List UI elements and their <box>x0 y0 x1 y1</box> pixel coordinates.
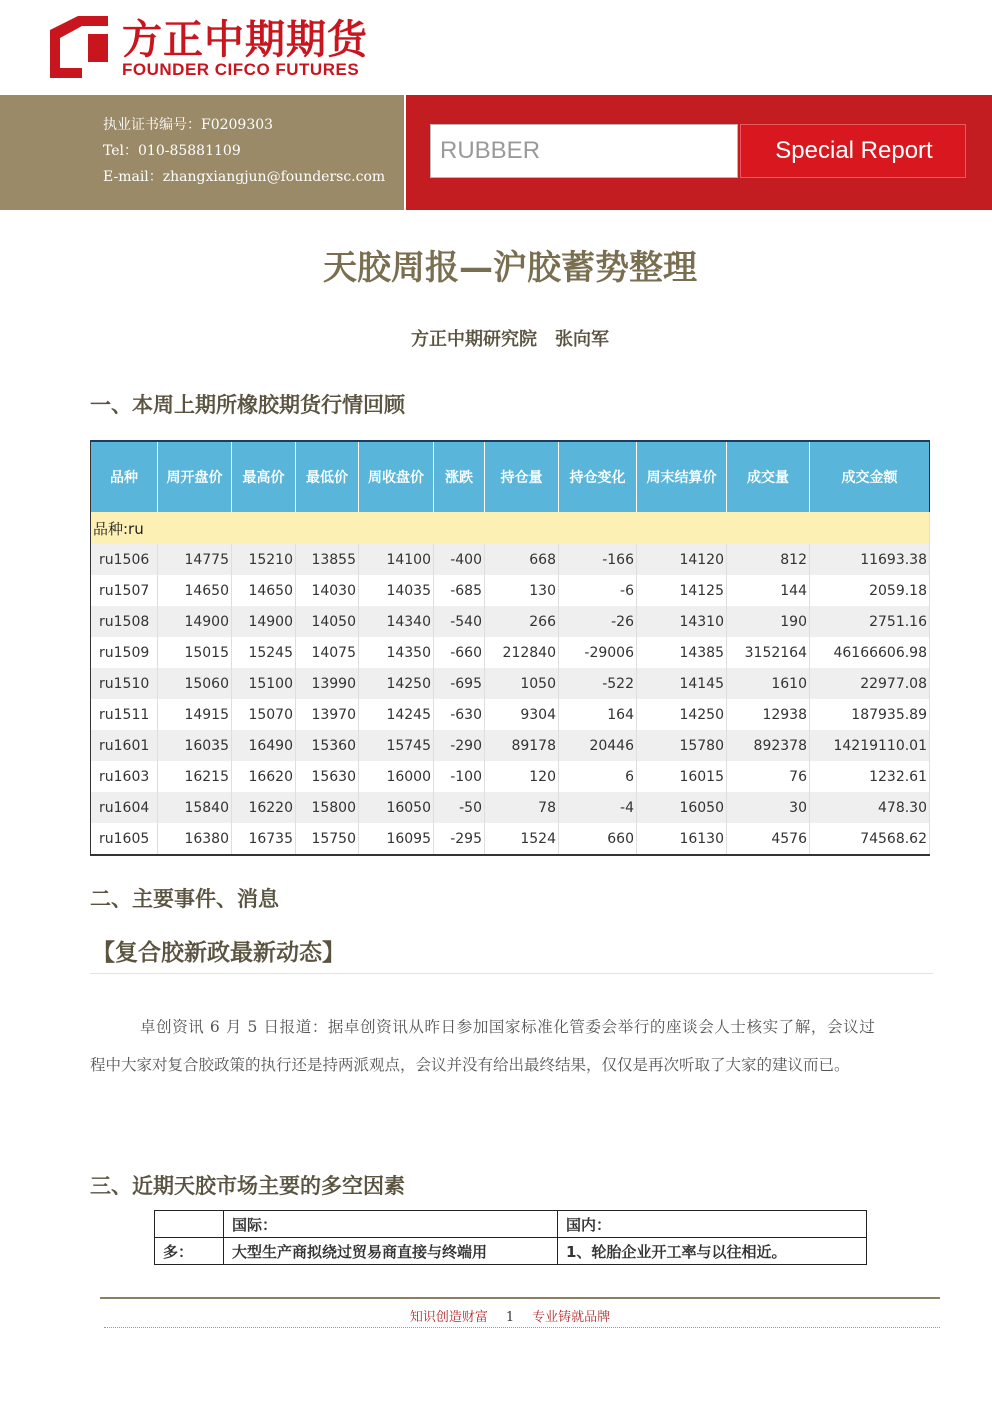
value-cell: 14650 <box>232 575 296 606</box>
value-cell: 6 <box>559 761 637 792</box>
value-cell: 892378 <box>727 730 810 761</box>
value-cell: 812 <box>727 544 810 575</box>
factors-cell: 多： <box>155 1238 224 1265</box>
value-cell: 15630 <box>296 761 359 792</box>
value-cell: 187935.89 <box>810 699 930 730</box>
value-cell: 46166606.98 <box>810 637 930 668</box>
value-cell: 16035 <box>158 730 232 761</box>
value-cell: 13970 <box>296 699 359 730</box>
table-row <box>91 792 930 823</box>
value-cell: -630 <box>434 699 485 730</box>
footer-slogan-left: 知识创造财富 <box>409 1310 488 1325</box>
factors-cell: 1、轮胎企业开工率与以往相近。 <box>558 1238 867 1265</box>
page-number: 1 <box>505 1310 515 1325</box>
footer-divider <box>100 1297 940 1299</box>
value-cell: 14775 <box>158 544 232 575</box>
value-cell: 212840 <box>485 637 559 668</box>
value-cell: 14250 <box>637 699 727 730</box>
group-row <box>91 512 930 544</box>
value-cell: 4576 <box>727 823 810 855</box>
value-cell: 16095 <box>359 823 434 855</box>
value-cell: 15070 <box>232 699 296 730</box>
value-cell: 1524 <box>485 823 559 855</box>
table-row <box>91 668 930 699</box>
value-cell: 16220 <box>232 792 296 823</box>
contract-cell: ru1507 <box>91 575 158 606</box>
value-cell: 14075 <box>296 637 359 668</box>
column-header: 涨跌 <box>434 441 485 512</box>
value-cell: -685 <box>434 575 485 606</box>
column-header: 成交金额 <box>810 441 930 512</box>
logo-name-en: FOUNDER CIFCO FUTURES <box>122 60 360 79</box>
value-cell: -522 <box>559 668 637 699</box>
contract-cell: ru1601 <box>91 730 158 761</box>
table-row <box>91 606 930 637</box>
value-cell: 16015 <box>637 761 727 792</box>
factors-cell: 国内： <box>558 1211 867 1238</box>
value-cell: 14125 <box>637 575 727 606</box>
value-cell: 16130 <box>637 823 727 855</box>
value-cell: 16050 <box>359 792 434 823</box>
logo-name-cn: 方正中期期货 <box>122 17 368 63</box>
value-cell: 89178 <box>485 730 559 761</box>
column-header: 最高价 <box>232 441 296 512</box>
footer-slogan-right: 专业铸就品牌 <box>532 1310 611 1325</box>
contact-panel <box>0 95 404 210</box>
value-cell: 14050 <box>296 606 359 637</box>
value-cell: 76 <box>727 761 810 792</box>
report-type-box <box>740 124 966 178</box>
value-cell: 15780 <box>637 730 727 761</box>
value-cell: -290 <box>434 730 485 761</box>
contract-cell: ru1510 <box>91 668 158 699</box>
value-cell: -29006 <box>559 637 637 668</box>
value-cell: 16380 <box>158 823 232 855</box>
contract-cell: ru1508 <box>91 606 158 637</box>
contract-cell: ru1506 <box>91 544 158 575</box>
value-cell: 14035 <box>359 575 434 606</box>
value-cell: -540 <box>434 606 485 637</box>
factors-table <box>154 1210 867 1265</box>
value-cell: 14250 <box>359 668 434 699</box>
contract-cell: ru1603 <box>91 761 158 792</box>
value-cell: 14245 <box>359 699 434 730</box>
table-row <box>91 730 930 761</box>
column-header: 持仓变化 <box>559 441 637 512</box>
column-header: 周末结算价 <box>637 441 727 512</box>
value-cell: 14900 <box>232 606 296 637</box>
contract-cell: ru1605 <box>91 823 158 855</box>
value-cell: 14915 <box>158 699 232 730</box>
value-cell: -26 <box>559 606 637 637</box>
value-cell: 30 <box>727 792 810 823</box>
report-banner <box>406 95 992 210</box>
value-cell: 13990 <box>296 668 359 699</box>
factors-header-row <box>155 1211 867 1238</box>
value-cell: 2751.16 <box>810 606 930 637</box>
value-cell: 15245 <box>232 637 296 668</box>
value-cell: 15800 <box>296 792 359 823</box>
contract-cell: ru1604 <box>91 792 158 823</box>
value-cell: 11693.38 <box>810 544 930 575</box>
value-cell: 120 <box>485 761 559 792</box>
value-cell: 130 <box>485 575 559 606</box>
document-author: 方正中期研究院 张向军 <box>411 329 609 350</box>
value-cell: -400 <box>434 544 485 575</box>
value-cell: 164 <box>559 699 637 730</box>
section-heading-1: 一、本周上期所橡胶期货行情回顾 <box>90 393 405 417</box>
report-type-label: Special Report <box>775 137 933 164</box>
value-cell: 266 <box>485 606 559 637</box>
contract-cell: ru1509 <box>91 637 158 668</box>
value-cell: 14650 <box>158 575 232 606</box>
table-row <box>91 544 930 575</box>
document-title: 天胶周报—沪胶蓄势整理 <box>323 248 697 288</box>
group-label: 品种:ru <box>91 512 930 544</box>
value-cell: 14385 <box>637 637 727 668</box>
column-header: 周收盘价 <box>359 441 434 512</box>
value-cell: -166 <box>559 544 637 575</box>
value-cell: 20446 <box>559 730 637 761</box>
value-cell: 14350 <box>359 637 434 668</box>
value-cell: -50 <box>434 792 485 823</box>
value-cell: 9304 <box>485 699 559 730</box>
value-cell: 13855 <box>296 544 359 575</box>
value-cell: 16490 <box>232 730 296 761</box>
value-cell: 668 <box>485 544 559 575</box>
value-cell: 16050 <box>637 792 727 823</box>
value-cell: 16000 <box>359 761 434 792</box>
value-cell: 16735 <box>232 823 296 855</box>
column-header: 周开盘价 <box>158 441 232 512</box>
column-header: 品种 <box>91 441 158 512</box>
news-subheading: 【复合胶新政最新动态】 <box>92 940 345 966</box>
value-cell: 78 <box>485 792 559 823</box>
value-cell: -295 <box>434 823 485 855</box>
table-row <box>91 637 930 668</box>
column-header: 成交量 <box>727 441 810 512</box>
value-cell: 190 <box>727 606 810 637</box>
value-cell: 15360 <box>296 730 359 761</box>
license-number: 执业证书编号：F0209303 <box>103 117 274 133</box>
value-cell: 22977.08 <box>810 668 930 699</box>
divider <box>90 973 933 974</box>
product-label: RUBBER <box>440 137 541 164</box>
value-cell: 3152164 <box>727 637 810 668</box>
market-review-table <box>90 440 930 856</box>
value-cell: 14900 <box>158 606 232 637</box>
value-cell: 16215 <box>158 761 232 792</box>
table-row <box>91 761 930 792</box>
table-row <box>91 823 930 855</box>
value-cell: 14120 <box>637 544 727 575</box>
value-cell: 2059.18 <box>810 575 930 606</box>
contract-cell: ru1511 <box>91 699 158 730</box>
value-cell: 15210 <box>232 544 296 575</box>
value-cell: -695 <box>434 668 485 699</box>
value-cell: 14100 <box>359 544 434 575</box>
table-row <box>91 699 930 730</box>
factors-row <box>155 1238 867 1265</box>
telephone: Tel：010-85881109 <box>103 143 241 159</box>
value-cell: 15015 <box>158 637 232 668</box>
product-box <box>430 124 738 178</box>
value-cell: -660 <box>434 637 485 668</box>
footer-dotted-line <box>104 1327 940 1328</box>
value-cell: 14145 <box>637 668 727 699</box>
table-header-row <box>91 441 930 512</box>
value-cell: 74568.62 <box>810 823 930 855</box>
value-cell: 1232.61 <box>810 761 930 792</box>
value-cell: 12938 <box>727 699 810 730</box>
value-cell: 14219110.01 <box>810 730 930 761</box>
value-cell: 15840 <box>158 792 232 823</box>
company-logo <box>42 10 402 82</box>
value-cell: 1050 <box>485 668 559 699</box>
news-paragraph <box>90 1008 940 1084</box>
value-cell: 478.30 <box>810 792 930 823</box>
value-cell: 15745 <box>359 730 434 761</box>
factors-cell: 国际： <box>224 1211 558 1238</box>
page-footer <box>0 1306 992 1325</box>
value-cell: 660 <box>559 823 637 855</box>
value-cell: -4 <box>559 792 637 823</box>
section-heading-2: 二、主要事件、消息 <box>90 887 279 911</box>
paragraph-line: 程中大家对复合胶政策的执行还是持两派观点，会议并没有给出最终结果，仅仅是再次听取了大家的建议而已。 <box>90 1056 850 1074</box>
value-cell: 14030 <box>296 575 359 606</box>
section-heading-3: 三、近期天胶市场主要的多空因素 <box>90 1174 405 1198</box>
factors-cell <box>155 1211 224 1238</box>
factors-cell: 大型生产商拟绕过贸易商直接与终端用 <box>224 1238 558 1265</box>
paragraph-line: 卓创资讯 6 月 5 日报道：据卓创资讯从昨日参加国家标准化管委会举行的座谈会人士核实了解，会议过 <box>140 1018 876 1036</box>
value-cell: 14310 <box>637 606 727 637</box>
value-cell: 14340 <box>359 606 434 637</box>
value-cell: -6 <box>559 575 637 606</box>
value-cell: -100 <box>434 761 485 792</box>
column-header: 持仓量 <box>485 441 559 512</box>
value-cell: 15060 <box>158 668 232 699</box>
value-cell: 16620 <box>232 761 296 792</box>
table-row <box>91 575 930 606</box>
value-cell: 144 <box>727 575 810 606</box>
value-cell: 15750 <box>296 823 359 855</box>
value-cell: 1610 <box>727 668 810 699</box>
value-cell: 15100 <box>232 668 296 699</box>
email: E-mail：zhangxiangjun@foundersc.com <box>103 169 386 185</box>
column-header: 最低价 <box>296 441 359 512</box>
logo-mark-icon <box>42 12 110 78</box>
